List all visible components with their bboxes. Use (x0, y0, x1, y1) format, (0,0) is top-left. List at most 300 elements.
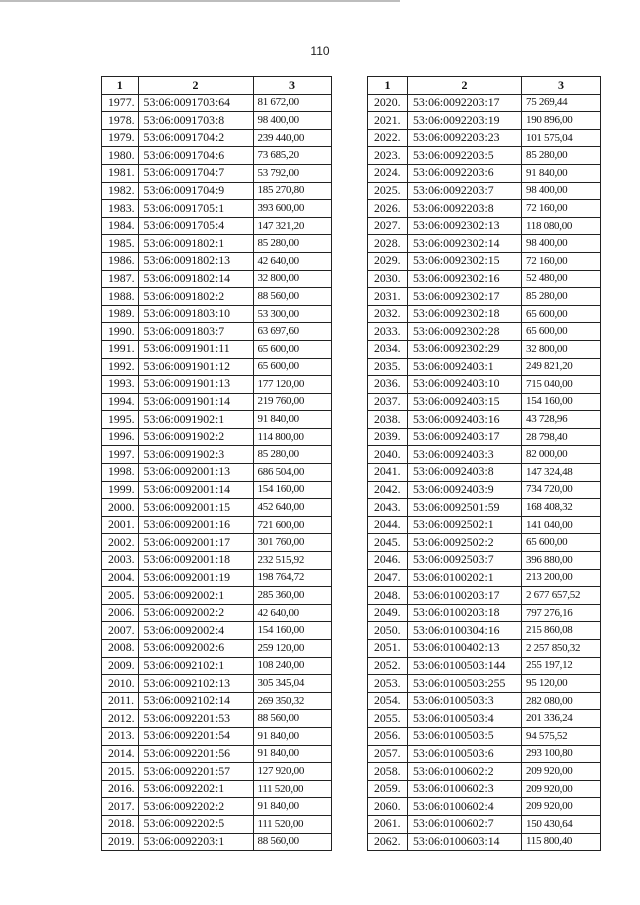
row-number: 1991. (102, 340, 139, 358)
table-row (102, 393, 332, 411)
row-number: 2016. (102, 780, 139, 798)
table-row (368, 270, 601, 288)
cadastral-number: 53:06:0100503:255 (408, 675, 522, 693)
table-row (368, 252, 601, 270)
cadastral-number: 53:06:0092302:13 (408, 217, 522, 235)
table-row (368, 710, 601, 728)
table-row (368, 164, 601, 182)
row-number: 2001. (102, 516, 139, 534)
amount: 85 280,00 (253, 446, 331, 464)
amount: 53 792,00 (253, 164, 331, 182)
cadastral-number: 53:06:0092102:1 (138, 657, 253, 675)
amount: 111 520,00 (253, 780, 331, 798)
row-number: 2038. (368, 411, 408, 429)
row-number: 2003. (102, 552, 139, 570)
cadastral-number: 53:06:0092203:5 (408, 147, 522, 165)
amount: 213 200,00 (522, 569, 601, 587)
right-table (367, 76, 601, 851)
row-number: 2054. (368, 692, 408, 710)
row-number: 2007. (102, 622, 139, 640)
cadastral-number: 53:06:0091802:13 (138, 252, 253, 270)
table-row (102, 235, 332, 253)
row-number: 2055. (368, 710, 408, 728)
cadastral-number: 53:06:0092203:8 (408, 200, 522, 218)
table-row (368, 200, 601, 218)
row-number: 2053. (368, 675, 408, 693)
row-number: 2029. (368, 252, 408, 270)
row-number: 1994. (102, 393, 139, 411)
cadastral-number: 53:06:0092001:13 (138, 464, 253, 482)
amount: 393 600,00 (253, 200, 331, 218)
row-number: 2027. (368, 217, 408, 235)
table-row (102, 780, 332, 798)
table-row (102, 147, 332, 165)
row-number: 2042. (368, 481, 408, 499)
cadastral-number: 53:06:0092202:2 (138, 798, 253, 816)
row-number: 2041. (368, 464, 408, 482)
table-row (102, 552, 332, 570)
cadastral-number: 53:06:0100503:144 (408, 657, 522, 675)
amount: 239 440,00 (253, 129, 331, 147)
row-number: 2048. (368, 587, 408, 605)
amount: 101 575,04 (522, 129, 601, 147)
amount: 734 720,00 (522, 481, 601, 499)
row-number: 2013. (102, 727, 139, 745)
column-header-2: 2 (408, 77, 522, 95)
table-row (102, 640, 332, 658)
column-header-3: 3 (522, 77, 601, 95)
table-row (368, 288, 601, 306)
amount: 88 560,00 (253, 710, 331, 728)
cadastral-number: 53:06:0092302:17 (408, 288, 522, 306)
column-header-2: 2 (138, 77, 253, 95)
row-number: 2024. (368, 164, 408, 182)
table-row (102, 569, 332, 587)
table-row (368, 376, 601, 394)
amount: 95 120,00 (522, 675, 601, 693)
cadastral-number: 53:06:0091901:12 (138, 358, 253, 376)
table-row (102, 692, 332, 710)
row-number: 2046. (368, 552, 408, 570)
amount: 85 280,00 (253, 235, 331, 253)
amount: 72 160,00 (522, 252, 601, 270)
table-row (102, 270, 332, 288)
table-row (368, 763, 601, 781)
cadastral-number: 53:06:0092002:4 (138, 622, 253, 640)
amount: 285 360,00 (253, 587, 331, 605)
cadastral-number: 53:06:0092203:7 (408, 182, 522, 200)
table-row (102, 499, 332, 517)
table-row (102, 516, 332, 534)
table-row (368, 552, 601, 570)
amount: 293 100,80 (522, 745, 601, 763)
table-row (102, 763, 332, 781)
row-number: 1995. (102, 411, 139, 429)
amount: 98 400,00 (522, 182, 601, 200)
amount: 141 040,00 (522, 516, 601, 534)
table-row (368, 147, 601, 165)
table-row (368, 323, 601, 341)
row-number: 2037. (368, 393, 408, 411)
row-number: 2023. (368, 147, 408, 165)
cadastral-number: 53:06:0092201:53 (138, 710, 253, 728)
amount: 305 345,04 (253, 675, 331, 693)
row-number: 2040. (368, 446, 408, 464)
amount: 85 280,00 (522, 288, 601, 306)
cadastral-number: 53:06:0092203:6 (408, 164, 522, 182)
amount: 715 040,00 (522, 376, 601, 394)
row-number: 1978. (102, 112, 139, 130)
column-header-3: 3 (253, 77, 331, 95)
cadastral-number: 53:06:0092302:28 (408, 323, 522, 341)
cadastral-number: 53:06:0091901:11 (138, 340, 253, 358)
row-number: 2061. (368, 815, 408, 833)
table-row (102, 657, 332, 675)
table-row (102, 94, 332, 112)
row-number: 2052. (368, 657, 408, 675)
cadastral-number: 53:06:0092502:2 (408, 534, 522, 552)
amount: 43 728,96 (522, 411, 601, 429)
cadastral-number: 53:06:0092201:56 (138, 745, 253, 763)
amount: 65 600,00 (253, 358, 331, 376)
amount: 721 600,00 (253, 516, 331, 534)
row-number: 1999. (102, 481, 139, 499)
cadastral-number: 53:06:0092002:2 (138, 604, 253, 622)
cadastral-number: 53:06:0092403:16 (408, 411, 522, 429)
row-number: 2043. (368, 499, 408, 517)
cadastral-number: 53:06:0091901:14 (138, 393, 253, 411)
table-row (368, 393, 601, 411)
table-row (102, 200, 332, 218)
row-number: 1996. (102, 428, 139, 446)
table-row (368, 640, 601, 658)
table-row (102, 305, 332, 323)
row-number: 2021. (368, 112, 408, 130)
cadastral-number: 53:06:0100304:16 (408, 622, 522, 640)
row-number: 2005. (102, 587, 139, 605)
cadastral-number: 53:06:0092102:13 (138, 675, 253, 693)
amount: 147 324,48 (522, 464, 601, 482)
table-row (102, 798, 332, 816)
table-row (102, 428, 332, 446)
cadastral-number: 53:06:0092302:18 (408, 305, 522, 323)
table-row (102, 604, 332, 622)
table-row (368, 340, 601, 358)
cadastral-number: 53:06:0100503:5 (408, 727, 522, 745)
cadastral-number: 53:06:0091902:3 (138, 446, 253, 464)
table-row (102, 464, 332, 482)
cadastral-number: 53:06:0091803:10 (138, 305, 253, 323)
amount: 65 600,00 (522, 305, 601, 323)
cadastral-number: 53:06:0092001:18 (138, 552, 253, 570)
table-row (368, 692, 601, 710)
cadastral-number: 53:06:0092501:59 (408, 499, 522, 517)
table-row (368, 604, 601, 622)
column-header-1: 1 (368, 77, 408, 95)
row-number: 1989. (102, 305, 139, 323)
row-number: 2050. (368, 622, 408, 640)
amount: 269 350,32 (253, 692, 331, 710)
cadastral-number: 53:06:0100503:3 (408, 692, 522, 710)
cadastral-number: 53:06:0092403:10 (408, 376, 522, 394)
row-number: 2035. (368, 358, 408, 376)
amount: 91 840,00 (253, 727, 331, 745)
header-row (102, 77, 332, 95)
cadastral-number: 53:06:0091705:1 (138, 200, 253, 218)
cadastral-number: 53:06:0092202:5 (138, 815, 253, 833)
row-number: 1980. (102, 147, 139, 165)
cadastral-number: 53:06:0091902:1 (138, 411, 253, 429)
cadastral-number: 53:06:0091802:14 (138, 270, 253, 288)
table-row (368, 305, 601, 323)
row-number: 1977. (102, 94, 139, 112)
table-row (102, 446, 332, 464)
table-row (102, 112, 332, 130)
amount: 65 600,00 (253, 340, 331, 358)
row-number: 1982. (102, 182, 139, 200)
amount: 396 880,00 (522, 552, 601, 570)
cadastral-number: 53:06:0092001:16 (138, 516, 253, 534)
table-row (102, 727, 332, 745)
table-row (102, 252, 332, 270)
amount: 82 000,00 (522, 446, 601, 464)
amount: 91 840,00 (522, 164, 601, 182)
cadastral-number: 53:06:0100602:2 (408, 763, 522, 781)
amount: 72 160,00 (522, 200, 601, 218)
header-row (368, 77, 601, 95)
cadastral-number: 53:06:0091803:7 (138, 323, 253, 341)
row-number: 2004. (102, 569, 139, 587)
amount: 177 120,00 (253, 376, 331, 394)
table-row (368, 428, 601, 446)
row-number: 2033. (368, 323, 408, 341)
table-row (102, 376, 332, 394)
row-number: 2059. (368, 780, 408, 798)
table-row (368, 587, 601, 605)
row-number: 2062. (368, 833, 408, 851)
table-row (368, 94, 601, 112)
amount: 282 080,00 (522, 692, 601, 710)
table-row (102, 622, 332, 640)
cadastral-number: 53:06:0092203:23 (408, 129, 522, 147)
amount: 686 504,00 (253, 464, 331, 482)
cadastral-number: 53:06:0092002:6 (138, 640, 253, 658)
amount: 108 240,00 (253, 657, 331, 675)
table-row (368, 464, 601, 482)
cadastral-number: 53:06:0091704:2 (138, 129, 253, 147)
table-row (368, 129, 601, 147)
amount: 73 685,20 (253, 147, 331, 165)
row-number: 2039. (368, 428, 408, 446)
amount: 94 575,52 (522, 727, 601, 745)
cadastral-number: 53:06:0100503:6 (408, 745, 522, 763)
row-number: 2058. (368, 763, 408, 781)
row-number: 2057. (368, 745, 408, 763)
cadastral-number: 53:06:0092203:1 (138, 833, 253, 851)
amount: 190 896,00 (522, 112, 601, 130)
row-number: 2060. (368, 798, 408, 816)
amount: 114 800,00 (253, 428, 331, 446)
row-number: 1998. (102, 464, 139, 482)
row-number: 1979. (102, 129, 139, 147)
cadastral-number: 53:06:0091704:7 (138, 164, 253, 182)
amount: 32 800,00 (253, 270, 331, 288)
table-row (102, 358, 332, 376)
row-number: 2019. (102, 833, 139, 851)
cadastral-number: 53:06:0100603:14 (408, 833, 522, 851)
amount: 201 336,24 (522, 710, 601, 728)
amount: 255 197,12 (522, 657, 601, 675)
amount: 63 697,60 (253, 323, 331, 341)
amount: 209 920,00 (522, 798, 601, 816)
cadastral-number: 53:06:0092203:17 (408, 94, 522, 112)
amount: 65 600,00 (522, 323, 601, 341)
table-row (368, 833, 601, 851)
amount: 209 920,00 (522, 763, 601, 781)
table-row (368, 675, 601, 693)
row-number: 2026. (368, 200, 408, 218)
cadastral-number: 53:06:0100503:4 (408, 710, 522, 728)
amount: 42 640,00 (253, 604, 331, 622)
cadastral-number: 53:06:0092002:1 (138, 587, 253, 605)
row-number: 2028. (368, 235, 408, 253)
row-number: 1987. (102, 270, 139, 288)
amount: 215 860,08 (522, 622, 601, 640)
row-number: 1981. (102, 164, 139, 182)
cadastral-number: 53:06:0092102:14 (138, 692, 253, 710)
row-number: 2022. (368, 129, 408, 147)
table-row (368, 727, 601, 745)
cadastral-number: 53:06:0100202:1 (408, 569, 522, 587)
row-number: 2032. (368, 305, 408, 323)
row-number: 2000. (102, 499, 139, 517)
row-number: 2002. (102, 534, 139, 552)
cadastral-number: 53:06:0092302:15 (408, 252, 522, 270)
row-number: 2049. (368, 604, 408, 622)
amount: 127 920,00 (253, 763, 331, 781)
table-row (368, 235, 601, 253)
row-number: 2018. (102, 815, 139, 833)
table-row (368, 745, 601, 763)
table-row (102, 815, 332, 833)
amount: 91 840,00 (253, 745, 331, 763)
amount: 118 080,00 (522, 217, 601, 235)
cadastral-number: 53:06:0092403:15 (408, 393, 522, 411)
cadastral-number: 53:06:0092201:54 (138, 727, 253, 745)
amount: 797 276,16 (522, 604, 601, 622)
cadastral-number: 53:06:0092201:57 (138, 763, 253, 781)
scan-top-edge (0, 0, 400, 2)
table-row (368, 815, 601, 833)
amount: 28 798,40 (522, 428, 601, 446)
row-number: 2020. (368, 94, 408, 112)
cadastral-number: 53:06:0092403:8 (408, 464, 522, 482)
cadastral-number: 53:06:0092001:17 (138, 534, 253, 552)
cadastral-number: 53:06:0092403:17 (408, 428, 522, 446)
cadastral-number: 53:06:0092001:19 (138, 569, 253, 587)
row-number: 2044. (368, 516, 408, 534)
cadastral-number: 53:06:0092202:1 (138, 780, 253, 798)
row-number: 2009. (102, 657, 139, 675)
table-row (102, 340, 332, 358)
cadastral-number: 53:06:0092502:1 (408, 516, 522, 534)
cadastral-number: 53:06:0091704:6 (138, 147, 253, 165)
row-number: 1992. (102, 358, 139, 376)
cadastral-number: 53:06:0100402:13 (408, 640, 522, 658)
table-row (368, 217, 601, 235)
cadastral-number: 53:06:0100602:3 (408, 780, 522, 798)
cadastral-number: 53:06:0091802:2 (138, 288, 253, 306)
amount: 98 400,00 (253, 112, 331, 130)
cadastral-number: 53:06:0092503:7 (408, 552, 522, 570)
table-row (102, 288, 332, 306)
amount: 150 430,64 (522, 815, 601, 833)
amount: 249 821,20 (522, 358, 601, 376)
table-row (368, 798, 601, 816)
row-number: 2031. (368, 288, 408, 306)
table-row (368, 112, 601, 130)
cadastral-number: 53:06:0092403:9 (408, 481, 522, 499)
cadastral-number: 53:06:0092302:14 (408, 235, 522, 253)
row-number: 2051. (368, 640, 408, 658)
amount: 88 560,00 (253, 288, 331, 306)
table-row (368, 622, 601, 640)
row-number: 2025. (368, 182, 408, 200)
cadastral-number: 53:06:0092302:29 (408, 340, 522, 358)
table-row (368, 499, 601, 517)
amount: 301 760,00 (253, 534, 331, 552)
cadastral-number: 53:06:0100602:4 (408, 798, 522, 816)
table-row (102, 534, 332, 552)
amount: 185 270,80 (253, 182, 331, 200)
left-table (101, 76, 332, 851)
cadastral-number: 53:06:0091901:13 (138, 376, 253, 394)
table-row (368, 182, 601, 200)
cadastral-number: 53:06:0091703:8 (138, 112, 253, 130)
amount: 98 400,00 (522, 235, 601, 253)
amount: 111 520,00 (253, 815, 331, 833)
row-number: 2034. (368, 340, 408, 358)
row-number: 1986. (102, 252, 139, 270)
cadastral-number: 53:06:0091802:1 (138, 235, 253, 253)
row-number: 2011. (102, 692, 139, 710)
table-row (102, 164, 332, 182)
page-number: 110 (310, 44, 330, 58)
cadastral-number: 53:06:0092403:3 (408, 446, 522, 464)
amount: 75 269,44 (522, 94, 601, 112)
cadastral-number: 53:06:0092001:15 (138, 499, 253, 517)
amount: 154 160,00 (253, 481, 331, 499)
row-number: 1993. (102, 376, 139, 394)
amount: 42 640,00 (253, 252, 331, 270)
row-number: 2010. (102, 675, 139, 693)
amount: 115 800,40 (522, 833, 601, 851)
amount: 91 840,00 (253, 411, 331, 429)
row-number: 2015. (102, 763, 139, 781)
amount: 2 257 850,32 (522, 640, 601, 658)
amount: 259 120,00 (253, 640, 331, 658)
cadastral-number: 53:06:0100203:18 (408, 604, 522, 622)
table-row (102, 182, 332, 200)
amount: 88 560,00 (253, 833, 331, 851)
amount: 219 760,00 (253, 393, 331, 411)
table-row (102, 745, 332, 763)
amount: 154 160,00 (253, 622, 331, 640)
cadastral-number: 53:06:0100203:17 (408, 587, 522, 605)
amount: 52 480,00 (522, 270, 601, 288)
cadastral-number: 53:06:0092203:19 (408, 112, 522, 130)
table-row (102, 481, 332, 499)
